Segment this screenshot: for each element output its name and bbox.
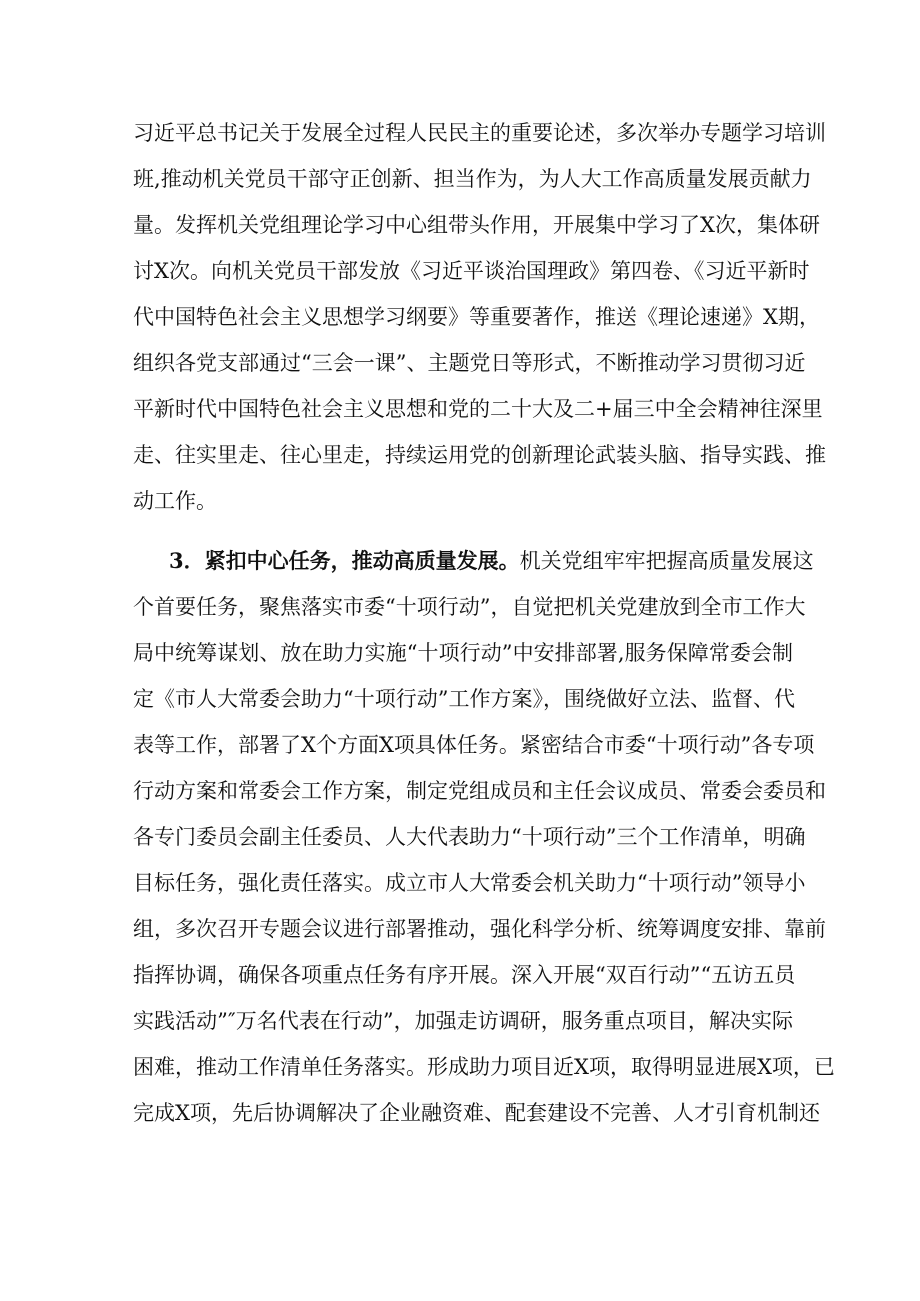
paragraph-spacer (133, 524, 793, 538)
text-line: 班,推动机关党员干部守正创新、担当作为，为人大工作高质量发展贡献力 (133, 167, 812, 191)
text-line: 完成X项，先后协调解决了企业融资难、配套建设不完善、人才引育机制还 (133, 1101, 820, 1125)
text-line: 代中国特色社会主义思想学习纲要》等重要著作，推送《理论速递》X期， (133, 305, 820, 329)
text-line: 各专门委员会副主任委员、人大代表助力“十项行动”三个工作清单，明确 (133, 825, 806, 849)
text-line: 组，多次召开专题会议进行部署推动，强化科学分析、统筹调度安排、靠前 (133, 917, 826, 941)
paragraph-2 (133, 538, 835, 1136)
text-line: 目标任务，强化责任落实。成立市人大常委会机关助力“十项行动”领导小 (133, 871, 806, 895)
text-line: 表等工作，部署了X个方面X项具体任务。紧密结合市委“十项行动”各专项 (133, 733, 815, 757)
text-line: 定《市人大常委会助力“十项行动”工作方案》，围绕做好立法、监督、代 (133, 687, 795, 711)
section-heading: 3．紧扣中心任务，推动高质量发展。 (169, 548, 520, 573)
text-line: 行动方案和常委会工作方案，制定党组成员和主任会议成员、常委会委员和 (133, 779, 826, 803)
text-line: 实践活动”″万名代表在行动”，加强走访调研，服务重点项目，解决实际 (133, 1009, 793, 1033)
text-line: 个首要任务，聚焦落实市委“十项行动”，自觉把机关党建放到全市工作大 (133, 595, 806, 619)
text-line: 指挥协调，确保各项重点任务有序开展。深入开展“双百行动”“五访五员 (133, 963, 796, 987)
text-line: 局中统筹谋划、放在助力实施“十项行动”中安排部署,服务保障常委会制 (133, 641, 793, 665)
document-body (133, 110, 835, 1136)
text-line (133, 538, 814, 584)
text-line: 平新时代中国特色社会主义思想和党的二十大及二+届三中全会精神往深里 (133, 397, 823, 421)
text-line: 困难，推动工作清单任务落实。形成助力项目近X项，取得明显进展X项，已 (133, 1055, 835, 1079)
paragraph-1 (133, 110, 826, 524)
text-line: 走、往实里走、往心里走，持续运用党的创新理论武装头脑、指导实践、推 (133, 443, 826, 467)
text-line: 组织各党支部通过“三会一课”、主题党日等形式，不断推动学习贯彻习近 (133, 351, 806, 375)
text-line: 动工作。 (133, 489, 217, 513)
text-line: 习近平总书记关于发展全过程人民民主的重要论述，多次举办专题学习培训 (133, 121, 826, 145)
text-line: 量。发挥机关党组理论学习中心组带头作用，开展集中学习了X次，集体研 (133, 213, 820, 237)
heading-continuation: 机关党组牢牢把握高质量发展这 (519, 549, 814, 573)
text-line: 讨X次。向机关党员干部发放《习近平谈治国理政》第四卷、《习近平新时 (133, 259, 810, 283)
